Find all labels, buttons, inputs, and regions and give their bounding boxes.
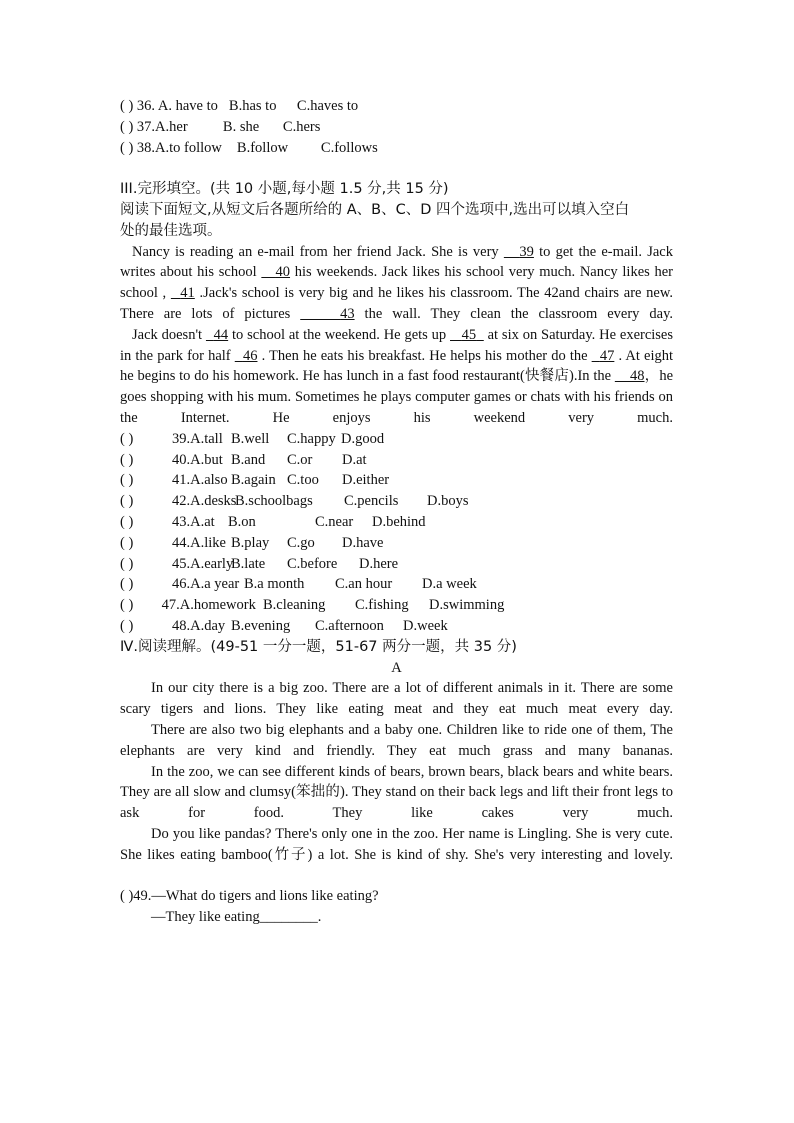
reading-paragraph-2: There are also two big elephants and a baby one. Children like to ride one of them, The elephants are very kind and friendly. They eat much grass and many bananas. — [120, 721, 673, 759]
option-b: B.schoolbags — [235, 493, 313, 510]
option-b: B.well — [231, 430, 270, 447]
option-d: D.good — [341, 430, 385, 447]
option-c: C.before — [287, 555, 338, 572]
option-row-44 — [120, 533, 673, 554]
option-row-40 — [120, 450, 673, 471]
option-row-48 — [120, 616, 673, 637]
option-b: B.late — [231, 555, 266, 572]
option-c: C.near — [315, 513, 354, 530]
text-run: In the zoo, we can see different kinds of bears, brown bears, black bears and white bears. They are all slow and clumsy( — [120, 763, 673, 801]
option-a: 41.A.also — [172, 472, 228, 489]
text-run: Do you like pandas? There's only one in the zoo. Her name is Lingling. She is very cute. She likes eating bamboo( — [120, 825, 673, 863]
option-row-47 — [120, 595, 673, 616]
text-run-cjk: 竹子 — [272, 846, 308, 863]
option-b: B.again — [231, 472, 276, 489]
option-a: 39.A.tall — [172, 430, 223, 447]
option-row-46 — [120, 574, 673, 595]
option-row-42 — [120, 491, 673, 512]
option-c: C.haves to — [296, 98, 359, 114]
answer-bracket: ( ) — [120, 430, 134, 447]
text-run: his weekends. Jack likes his school very much. Nancy likes her school , — [120, 264, 674, 302]
option-d: D.boys — [427, 493, 469, 510]
option-a: 36. A. have to — [136, 98, 218, 114]
option-b: B.play — [231, 534, 270, 551]
reading-paragraph-3 — [120, 762, 673, 824]
option-a: 37.A.her — [136, 118, 188, 135]
answer-bracket: ( ) — [120, 139, 134, 156]
answer-bracket: ( ) — [120, 534, 134, 551]
option-b: B.cleaning — [263, 597, 326, 614]
question-36 — [120, 96, 673, 117]
option-c: C.afternoon — [315, 617, 384, 634]
answer-bracket: ( ) — [120, 493, 134, 510]
option-d: D.have — [342, 534, 384, 551]
option-c: C.an hour — [335, 576, 393, 593]
option-a: 45.A.early — [172, 555, 234, 572]
section-4-title: Ⅳ.阅读理解。(49-51 一分一题，51-67 两分一题，共 35 分) — [120, 638, 517, 655]
answer-blank[interactable]: ________. — [259, 909, 322, 926]
option-a: 40.A.but — [172, 451, 223, 468]
text-run: Nancy is reading an e-mail from her friend Jack. She is very — [132, 243, 504, 260]
section-3-title: III.完形填空。(共 10 小题,每小题 1.5 分,共 15 分) — [120, 181, 449, 198]
option-a: 44.A.like — [172, 534, 226, 551]
text-run-cjk: 快餐店 — [524, 368, 569, 385]
question-49 — [120, 886, 673, 907]
option-b: B. she — [222, 118, 260, 135]
option-c: C.go — [287, 534, 315, 551]
answer-bracket: ( ) — [120, 597, 134, 614]
text-run: to school at the weekend. He gets up — [228, 326, 451, 343]
option-c: C.follows — [320, 139, 378, 156]
question-38 — [120, 138, 673, 159]
option-a: 38.A.to follow — [136, 139, 222, 156]
option-a: 46.A.a year — [172, 576, 240, 593]
text-run: at six on Saturday. He exercises in the park for half — [120, 326, 674, 364]
blank-45: 45 — [461, 326, 477, 343]
answer-bracket: ( ) — [120, 472, 134, 489]
option-b: B.a month — [244, 576, 305, 593]
option-c: C.hers — [282, 118, 321, 135]
blank-47: 47 — [599, 347, 615, 364]
worksheet-page — [120, 96, 673, 928]
cloze-options — [120, 429, 673, 637]
reading-part-label: A — [391, 659, 402, 676]
question-37 — [120, 117, 673, 138]
blank-48: 48 — [630, 368, 645, 385]
answer-bracket: ( ) — [120, 555, 134, 572]
answer-bracket: ( ) — [120, 888, 134, 905]
option-c: C.pencils — [344, 493, 399, 510]
question-text: 49.—What do tigers and lions like eating? — [133, 888, 379, 905]
text-run: .Jack's school is very big and he likes his classroom. The 42and chairs are new. There are lots of pictures — [120, 285, 673, 322]
question-49-answer — [120, 907, 673, 928]
blank-41: 41 — [180, 285, 195, 302]
cloze-paragraph-2 — [120, 325, 673, 429]
cloze-paragraph-1 — [120, 242, 673, 325]
option-b: B.and — [231, 451, 266, 468]
text-run: ).In the — [569, 368, 615, 385]
option-d: D.swimming — [429, 597, 505, 614]
text-run: to get the e-mail. Jack writes about his school — [120, 243, 673, 281]
text-run: the wall. They clean the classroom every day. — [354, 305, 674, 322]
text-run: . Then he eats his breakfast. He helps his mother do the — [257, 347, 592, 364]
option-b: B.has to — [228, 98, 277, 114]
answer-bracket: ( ) — [120, 98, 134, 114]
option-a: 48.A.day — [172, 617, 226, 634]
option-c: C.too — [287, 472, 319, 489]
option-c: C.fishing — [355, 597, 409, 614]
option-d: D.a week — [422, 576, 477, 593]
answer-bracket: ( ) — [120, 576, 134, 593]
answer-bracket: ( ) — [120, 617, 134, 634]
option-row-43 — [120, 512, 673, 533]
option-row-45 — [120, 554, 673, 575]
option-c: C.or — [287, 451, 313, 468]
option-c: C.happy — [287, 430, 336, 447]
option-b: B.evening — [231, 617, 291, 634]
text-run-cjk: 笨拙的 — [295, 784, 341, 801]
answer-bracket: ( ) — [120, 451, 134, 468]
blank-43: 43 — [340, 305, 355, 322]
answer-bracket: ( ) — [120, 513, 134, 530]
option-d: D.either — [342, 472, 390, 489]
blank-40: 40 — [275, 264, 291, 281]
section-3-instructions-line1: 阅读下面短文,从短文后各题所给的 A、B、C、D 四个选项中,选出可以填入空白 — [120, 201, 630, 218]
text-run: Jack doesn't — [132, 326, 206, 343]
option-d: D.here — [359, 555, 399, 572]
option-d: D.week — [403, 617, 448, 634]
text-run: . At eight he begins to do his homework. He has lunch in a fast food restaurant( — [120, 347, 673, 385]
option-row-41 — [120, 470, 673, 491]
answer-prompt: —They like eating — [151, 909, 260, 926]
reading-paragraph-4 — [120, 824, 673, 866]
option-b: B.on — [228, 513, 256, 530]
option-a: 42.A.desks — [172, 493, 237, 510]
text-run: ) a lot. She is kind of shy. She's very interesting and lovely. — [307, 846, 674, 863]
option-row-39 — [120, 429, 673, 450]
option-d: D.behind — [372, 513, 426, 530]
section-3-instructions-line2: 处的最佳选项。 — [120, 222, 222, 239]
blank-46: 46 — [242, 347, 258, 364]
blank-39: 39 — [519, 243, 534, 260]
blank-44: 44 — [213, 326, 229, 343]
text-run: ). They stand on their back legs and lift their front legs to ask for food. They like cakes very much. — [120, 784, 674, 822]
option-b: B.follow — [236, 139, 289, 156]
text-run: ，he goes shopping with his mum. Sometimes he plays computer games or chats with his friends on the Internet. He enjoys his weekend very much. — [120, 368, 674, 426]
option-a: 43.A.at — [172, 513, 215, 530]
option-a: 47.A.homework — [158, 597, 256, 614]
option-d: D.at — [342, 451, 367, 468]
answer-bracket: ( ) — [120, 118, 134, 135]
reading-paragraph-1: In our city there is a big zoo. There are a lot of different animals in it. There are some scary tigers and lions. They like eating meat and they eat much meat every day. — [120, 680, 673, 718]
